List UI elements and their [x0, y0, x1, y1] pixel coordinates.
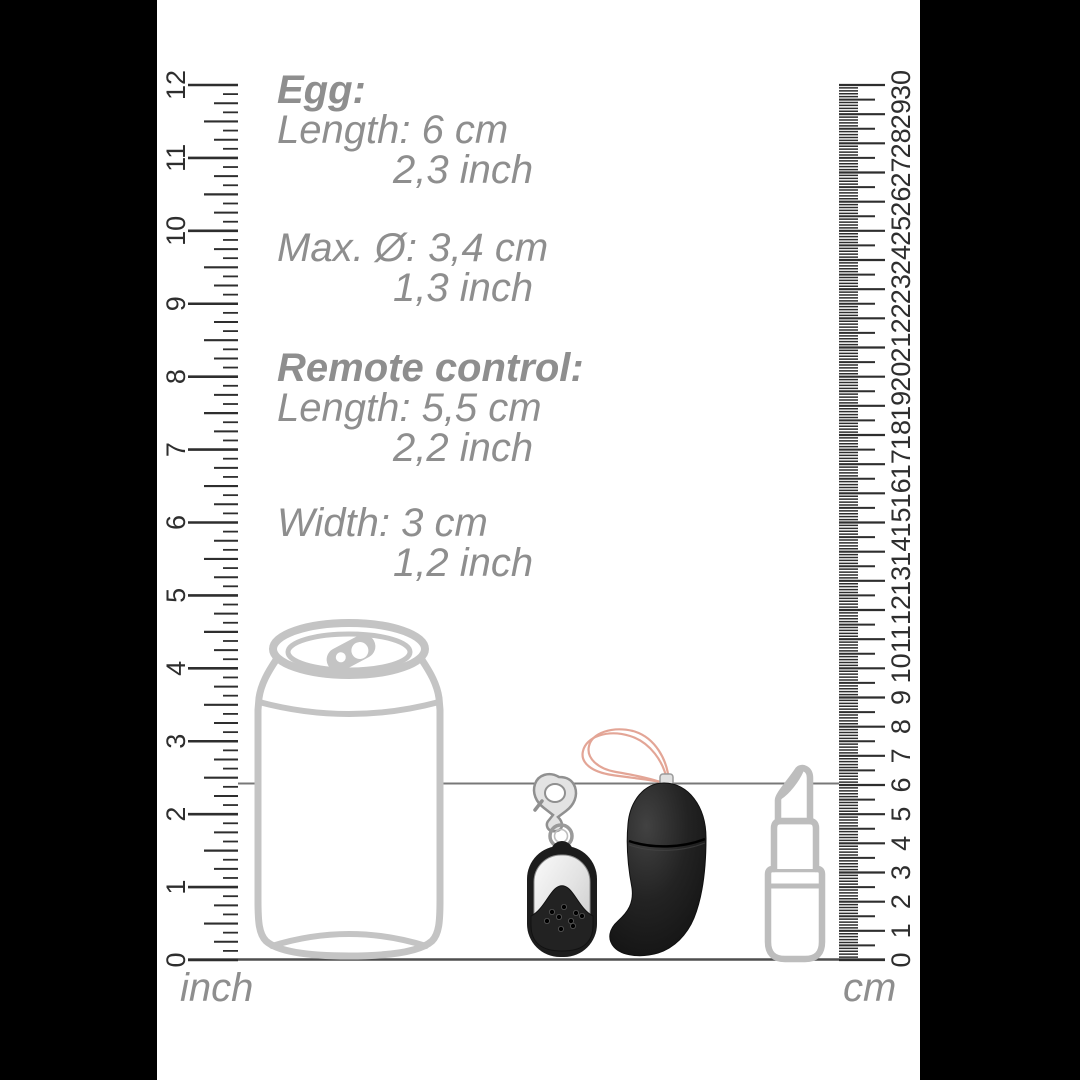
ruler-number: 6 [161, 514, 191, 531]
remote-heading: Remote control: [277, 346, 584, 390]
egg-retrieval-cord [583, 729, 669, 785]
ruler-number: 30 [886, 69, 916, 101]
ruler-number: 26 [886, 186, 916, 217]
ruler-number: 16 [886, 478, 916, 509]
egg-diameter-imperial: 1,3 inch [393, 266, 534, 310]
clasp-opening [545, 784, 565, 802]
remote-width-metric: Width: 3 cm [277, 501, 488, 545]
ruler-number: 23 [886, 274, 916, 305]
remote-control-figure [527, 774, 597, 957]
ruler-number: 13 [886, 565, 916, 596]
ruler-number: 27 [886, 157, 916, 188]
egg-length-imperial: 2,3 inch [393, 148, 534, 192]
egg-body [610, 783, 706, 956]
ruler-number: 7 [161, 442, 191, 458]
ruler-number: 20 [886, 361, 916, 392]
cm-ruler [839, 70, 916, 968]
ruler-number: 7 [886, 748, 916, 764]
ruler-number: 4 [886, 835, 916, 851]
ruler-number: 6 [886, 777, 916, 793]
lipstick-collar [774, 821, 816, 869]
ruler-number: 9 [161, 296, 191, 312]
ruler-number: 3 [886, 864, 916, 881]
ruler-number: 25 [886, 215, 916, 246]
ruler-number: 18 [886, 419, 916, 451]
ruler-number: 19 [886, 390, 916, 421]
ruler-number: 11 [886, 625, 916, 654]
ruler-number: 28 [886, 128, 916, 159]
ruler-number: 3 [161, 733, 191, 749]
soda-can-outline-figure [258, 623, 440, 956]
lipstick-outline-figure [768, 768, 822, 959]
ruler-number: 14 [886, 536, 916, 567]
egg-length-metric: Length: 6 cm [277, 108, 509, 152]
ruler-number: 2 [886, 894, 916, 910]
ruler-number: 10 [886, 653, 916, 684]
ruler-number: 4 [161, 660, 191, 676]
remote-length-metric: Length: 5,5 cm [277, 386, 542, 430]
ruler-number: 10 [161, 215, 191, 246]
ruler-number: 12 [161, 69, 191, 101]
can-body [258, 660, 440, 956]
dimension-specs [277, 70, 584, 583]
inch-unit-label: inch [180, 966, 254, 1010]
inch-ruler [161, 70, 238, 968]
ruler-number: 0 [161, 952, 191, 968]
ruler-number: 1 [886, 923, 916, 939]
ruler-number: 17 [886, 449, 916, 480]
ruler-number: 21 [886, 332, 916, 363]
lipstick-tube [768, 869, 822, 959]
ruler-number: 24 [886, 244, 916, 276]
ruler-number: 9 [886, 689, 916, 706]
ruler-number: 8 [161, 369, 191, 385]
ruler-number: 5 [161, 587, 191, 603]
ruler-number: 1 [161, 879, 191, 895]
ruler-number: 22 [886, 303, 916, 334]
egg-diameter-metric: Max. Ø: 3,4 cm [277, 226, 549, 270]
split-ring-inner-wire [555, 830, 568, 843]
ruler-number: 12 [886, 594, 916, 626]
ruler-number: 2 [161, 806, 191, 822]
ruler-number: 8 [886, 719, 916, 735]
egg-heading: Egg: [277, 68, 366, 112]
ruler-number: 5 [886, 806, 916, 822]
ruler-number: 15 [886, 507, 916, 538]
vibrating-egg-figure [583, 729, 706, 955]
ruler-number: 0 [886, 952, 916, 968]
ruler-number: 29 [886, 99, 916, 130]
remote-width-imperial: 1,2 inch [393, 541, 534, 585]
remote-length-imperial: 2,2 inch [393, 426, 534, 470]
cm-unit-label: cm [843, 966, 897, 1010]
ruler-number: 11 [161, 143, 191, 172]
